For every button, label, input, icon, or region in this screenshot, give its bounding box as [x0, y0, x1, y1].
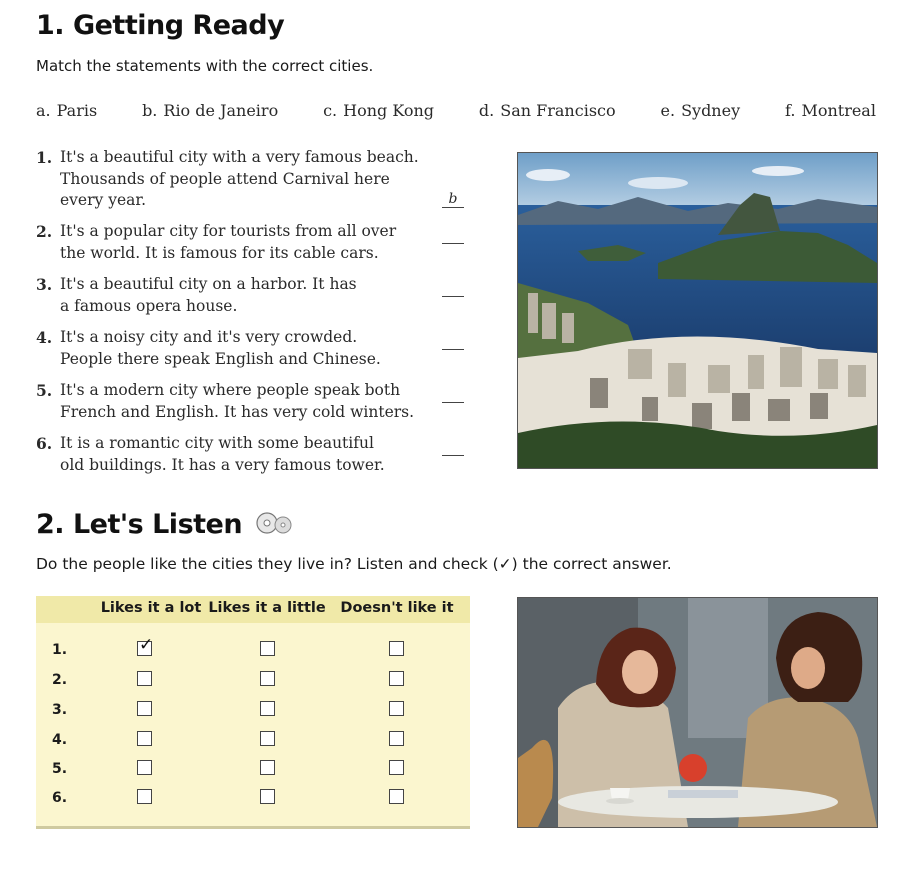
answer-blank-6[interactable] [442, 455, 464, 456]
row-number-1: 1. [52, 642, 68, 658]
checkbox-1-likes-a-little[interactable] [260, 641, 275, 656]
column-likes-a-lot: Likes it a lot [100, 600, 202, 616]
statement-6: 6. It is a romantic city with some beautiful old buildings. It has a very famous tower. [36, 433, 506, 477]
city-option-d: d. San Francisco [478, 101, 616, 120]
section2-instruction: Do the people like the cities they live in? Listen and check (✓) the correct answer. [36, 555, 672, 573]
statement-3: 3. It's a beautiful city on a harbor. It has a famous opera house. [36, 274, 506, 318]
checkbox-4-doesnt-like[interactable] [389, 731, 404, 746]
statement-4: 4. It's a noisy city and it's very crowded. People there speak English and Chinese. [36, 327, 506, 371]
checkbox-1-likes-a-lot[interactable] [137, 635, 154, 656]
checkbox-3-doesnt-like[interactable] [389, 701, 404, 716]
statement-1: 1. It's a beautiful city with a very famous beach. Thousands of people attend Carnival here every year. b [36, 147, 506, 213]
checkbox-5-likes-a-little[interactable] [260, 760, 275, 775]
column-doesnt-like: Doesn't like it [340, 600, 454, 616]
checkbox-4-likes-a-lot[interactable] [137, 731, 152, 746]
checkbox-5-doesnt-like[interactable] [389, 760, 404, 775]
section2-title: 2. Let's Listen [36, 509, 299, 542]
row-number-4: 4. [52, 732, 68, 748]
checkbox-2-likes-a-little[interactable] [260, 671, 275, 686]
answer-blank-2[interactable] [442, 243, 464, 244]
answer-blank-5[interactable] [442, 402, 464, 403]
row-number-2: 2. [52, 672, 68, 688]
checkbox-3-likes-a-little[interactable] [260, 701, 275, 716]
rio-city-photo [517, 152, 878, 469]
row-number-3: 3. [52, 702, 68, 718]
checkbox-1-doesnt-like[interactable] [389, 641, 404, 656]
checkbox-4-likes-a-little[interactable] [260, 731, 275, 746]
statement-5: 5. It's a modern city where people speak both French and English. It has very cold winters. [36, 380, 506, 424]
statement-2: 2. It's a popular city for tourists from all over the world. It is famous for its cable cars. [36, 221, 506, 265]
city-option-a: a. Paris [36, 101, 98, 120]
row-number-5: 5. [52, 761, 68, 777]
city-option-b: b. Rio de Janeiro [142, 101, 279, 120]
checkbox-6-likes-a-little[interactable] [260, 789, 275, 804]
city-option-c: c. Hong Kong [323, 101, 435, 120]
check-mark-icon: ✓ [139, 635, 154, 655]
answer-blank-4[interactable] [442, 349, 464, 350]
answer-blank-1[interactable]: b [442, 191, 464, 208]
checkbox-6-doesnt-like[interactable] [389, 789, 404, 804]
checkbox-2-doesnt-like[interactable] [389, 671, 404, 686]
checkbox-2-likes-a-lot[interactable] [137, 671, 152, 686]
women-talking-photo [517, 597, 878, 828]
audio-cd-icon[interactable] [255, 511, 299, 542]
city-list [36, 101, 876, 120]
answer-blank-3[interactable] [442, 296, 464, 297]
city-option-e: e. Sydney [660, 101, 741, 120]
section1-instruction: Match the statements with the correct cities. [36, 57, 374, 75]
section1-title: 1. Getting Ready [36, 10, 285, 41]
city-option-f: f. Montreal [785, 101, 876, 120]
row-number-6: 6. [52, 790, 68, 806]
column-likes-a-little: Likes it a little [208, 600, 326, 616]
listening-chart [36, 596, 470, 829]
checkbox-3-likes-a-lot[interactable] [137, 701, 152, 716]
checkbox-6-likes-a-lot[interactable] [137, 789, 152, 804]
checkbox-5-likes-a-lot[interactable] [137, 760, 152, 775]
